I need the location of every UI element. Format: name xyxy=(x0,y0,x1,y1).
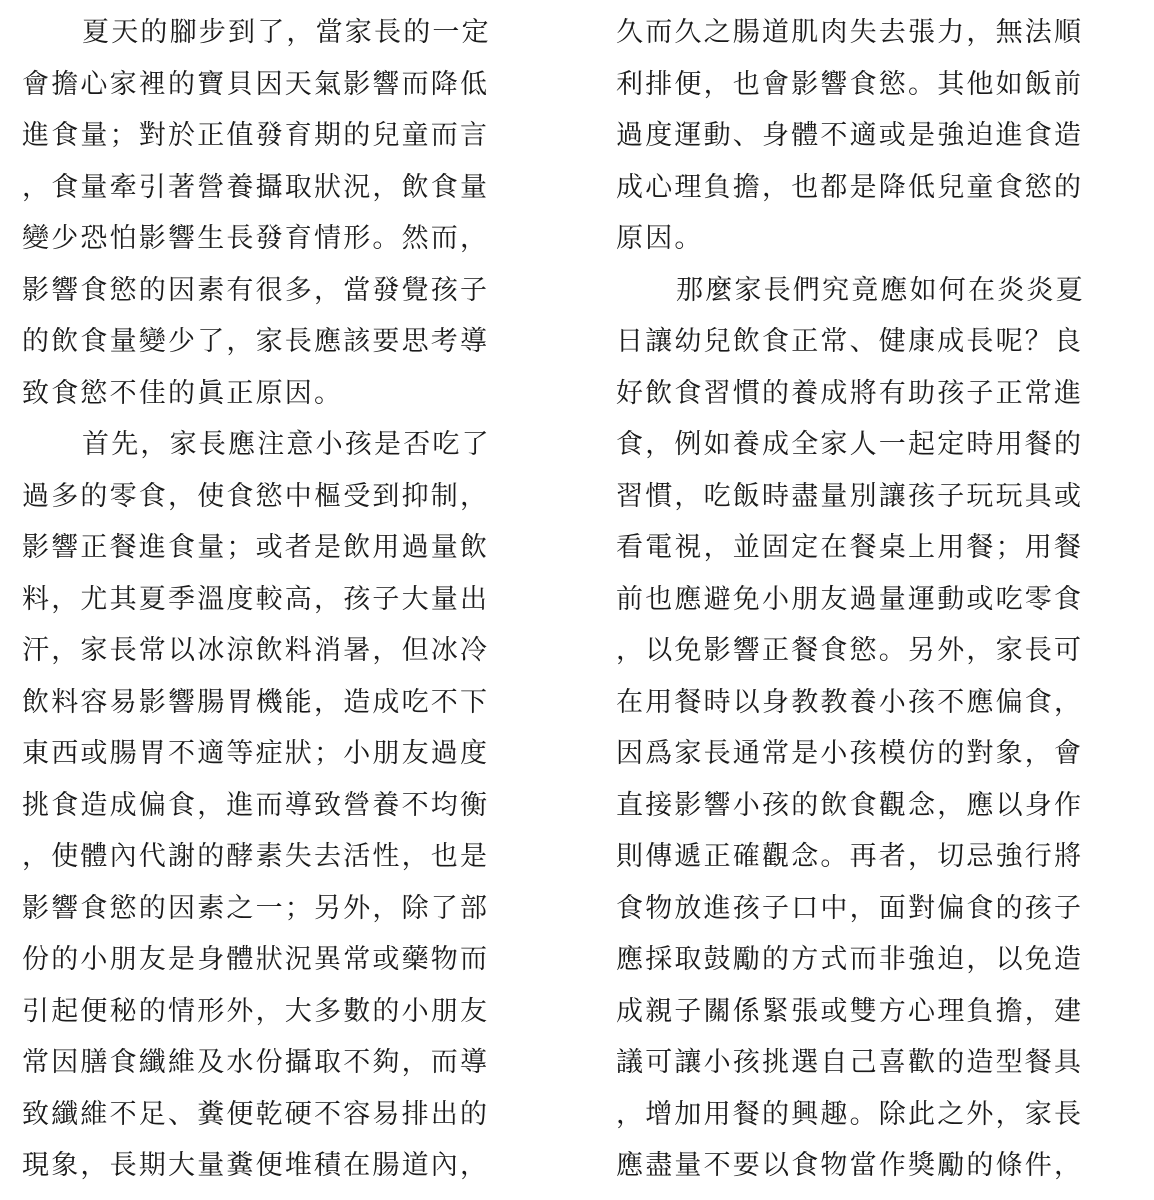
text-line: ，增加用餐的興趣。除此之外，家長 xyxy=(616,1098,1084,1130)
text-line: 則傳遞正確觀念。再者，切忌強行將 xyxy=(616,841,1084,872)
right-text-column xyxy=(616,0,1136,1192)
text-line: 應盡量不要以食物當作獎勵的條件， xyxy=(616,1150,1084,1181)
text-line: 過度運動、身體不適或是強迫進食造 xyxy=(616,120,1084,151)
left-text-column xyxy=(22,0,537,1192)
text-line: 影響正餐進食量；或者是飲用過量飲 xyxy=(22,532,490,563)
text-line: 日讓幼兒飲食正常、健康成長呢？良 xyxy=(616,326,1084,357)
text-line: 應採取鼓勵的方式而非強迫，以免造 xyxy=(616,944,1084,975)
text-line: 份的小朋友是身體狀況異常或藥物而 xyxy=(22,944,490,975)
text-line: ，以免影響正餐食慾。另外，家長可 xyxy=(616,635,1084,666)
text-line: 影響食慾的因素有很多，當發覺孩子 xyxy=(22,274,490,306)
text-line: 利排便，也會影響食慾。其他如飯前 xyxy=(616,68,1084,100)
text-line: 原因。 xyxy=(616,223,704,254)
text-line: ，使體內代謝的酵素失去活性，也是 xyxy=(22,841,490,872)
text-line: 因爲家長通常是小孩模仿的對象，會 xyxy=(616,738,1084,769)
text-line: 在用餐時以身教教養小孩不應偏食， xyxy=(616,686,1084,718)
text-line: 會擔心家裡的寶貝因天氣影響而降低 xyxy=(22,68,490,100)
text-line: 引起便秘的情形外，大多數的小朋友 xyxy=(22,995,490,1027)
text-line: 好飲食習慣的養成將有助孩子正常進 xyxy=(616,377,1084,409)
text-line: 久而久之腸道肌肉失去張力，無法順 xyxy=(616,17,1084,48)
text-line: 前也應避免小朋友過量運動或吃零食 xyxy=(616,583,1084,615)
text-line: 致纖維不足、糞便乾硬不容易排出的 xyxy=(22,1098,490,1130)
text-line: 那麼家長們究竟應如何在炎炎夏 xyxy=(676,274,1085,306)
text-line: 食，例如養成全家人一起定時用餐的 xyxy=(616,429,1084,460)
text-line: 致食慾不佳的眞正原因。 xyxy=(22,377,344,409)
text-line: 夏天的腳步到了，當家長的一定 xyxy=(82,17,491,48)
text-line: 影響食慾的因素之一；另外，除了部 xyxy=(22,892,490,924)
text-line: 挑食造成偏食，進而導致營養不均衡 xyxy=(22,789,490,821)
text-line: 成心理負擔，也都是降低兒童食慾的 xyxy=(616,171,1084,203)
text-line: 習慣，吃飯時盡量別讓孩子玩玩具或 xyxy=(616,480,1084,512)
text-line: 首先，家長應注意小孩是否吃了 xyxy=(82,429,491,460)
text-line: 直接影響小孩的飲食觀念，應以身作 xyxy=(616,789,1084,821)
text-line: 料，尤其夏季溫度較高，孩子大量出 xyxy=(22,583,490,615)
text-line: 汗，家長常以冰涼飲料消暑，但冰冷 xyxy=(22,635,490,666)
text-line: 常因膳食纖維及水份攝取不夠，而導 xyxy=(22,1047,490,1078)
text-line: 議可讓小孩挑選自己喜歡的造型餐具 xyxy=(616,1047,1084,1078)
text-line: 食物放進孩子口中，面對偏食的孩子 xyxy=(616,892,1084,924)
text-line: 現象，長期大量糞便堆積在腸道內， xyxy=(22,1150,490,1181)
text-line: 過多的零食，使食慾中樞受到抑制， xyxy=(22,480,490,512)
text-line: 成親子關係緊張或雙方心理負擔，建 xyxy=(616,995,1084,1027)
text-line: 進食量；對於正值發育期的兒童而言 xyxy=(22,120,490,151)
text-line: 看電視，並固定在餐桌上用餐；用餐 xyxy=(616,532,1084,563)
text-line: 東西或腸胃不適等症狀；小朋友過度 xyxy=(22,738,490,769)
text-line: ，食量牽引著營養攝取狀況，飲食量 xyxy=(22,171,490,203)
text-line: 的飲食量變少了，家長應該要思考導 xyxy=(22,326,490,357)
text-line: 變少恐怕影響生長發育情形。然而， xyxy=(22,223,490,254)
text-line: 飲料容易影響腸胃機能，造成吃不下 xyxy=(22,686,490,718)
